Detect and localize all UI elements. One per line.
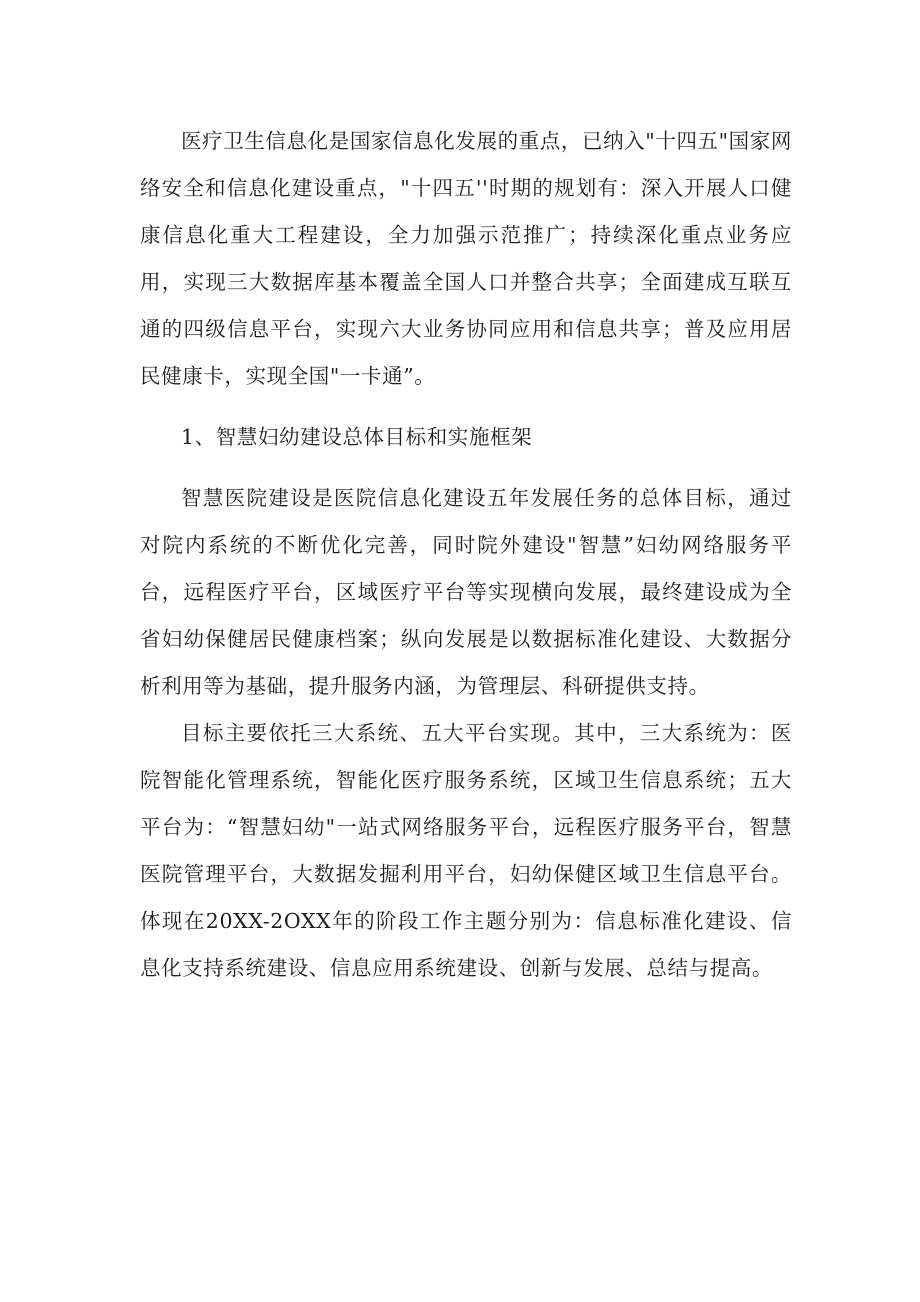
paragraph-smart-hospital-goal: 智慧医院建设是医院信息化建设五年发展任务的总体目标，通过对院内系统的不断优化完善，同时院外建设"智慧”妇幼网络服务平台，远程医疗平台，区域医疗平台等实现横向发展，最终建设成为全省妇幼保健居民健康档案；纵向发展是以数据标准化建设、大数据分析利用等为基础，提升服务内涵，为管理层、科研提供支持。	[140, 486, 792, 698]
paragraph-systems-and-platforms: 目标主要依托三大系统、五大平台实现。其中，三大系统为：医院智能化管理系统，智能化医疗服务系统，区域卫生信息系统；五大平台为：“智慧妇幼"一站式网络服务平台，远程医疗服务平台，智慧医院管理平台，大数据发掘利用平台，妇幼保健区域卫生信息平台。体现在20XX-2OXX年的阶段工作主题分别为：信息标准化建设、信息化支持系统建设、信息应用系统建设、创新与发展、总结与提高。	[140, 721, 792, 980]
section-heading: 1、智慧妇幼建设总体目标和实施框架	[181, 425, 533, 449]
document-body	[140, 118, 792, 992]
paragraph-informatization-overview: 医疗卫生信息化是国家信息化发展的重点，已纳入"十四五"国家网络安全和信息化建设重点，"十四五''时期的规划有：深入开展人口健康信息化重大工程建设，全力加强示范推广；持续深化重点业务应用，实现三大数据库基本覆盖全国人口并整合共享；全面建成互联互通的四级信息平台，实现六大业务协同应用和信息共享；普及应用居民健康卡，实现全国"一卡通”。	[140, 129, 792, 388]
